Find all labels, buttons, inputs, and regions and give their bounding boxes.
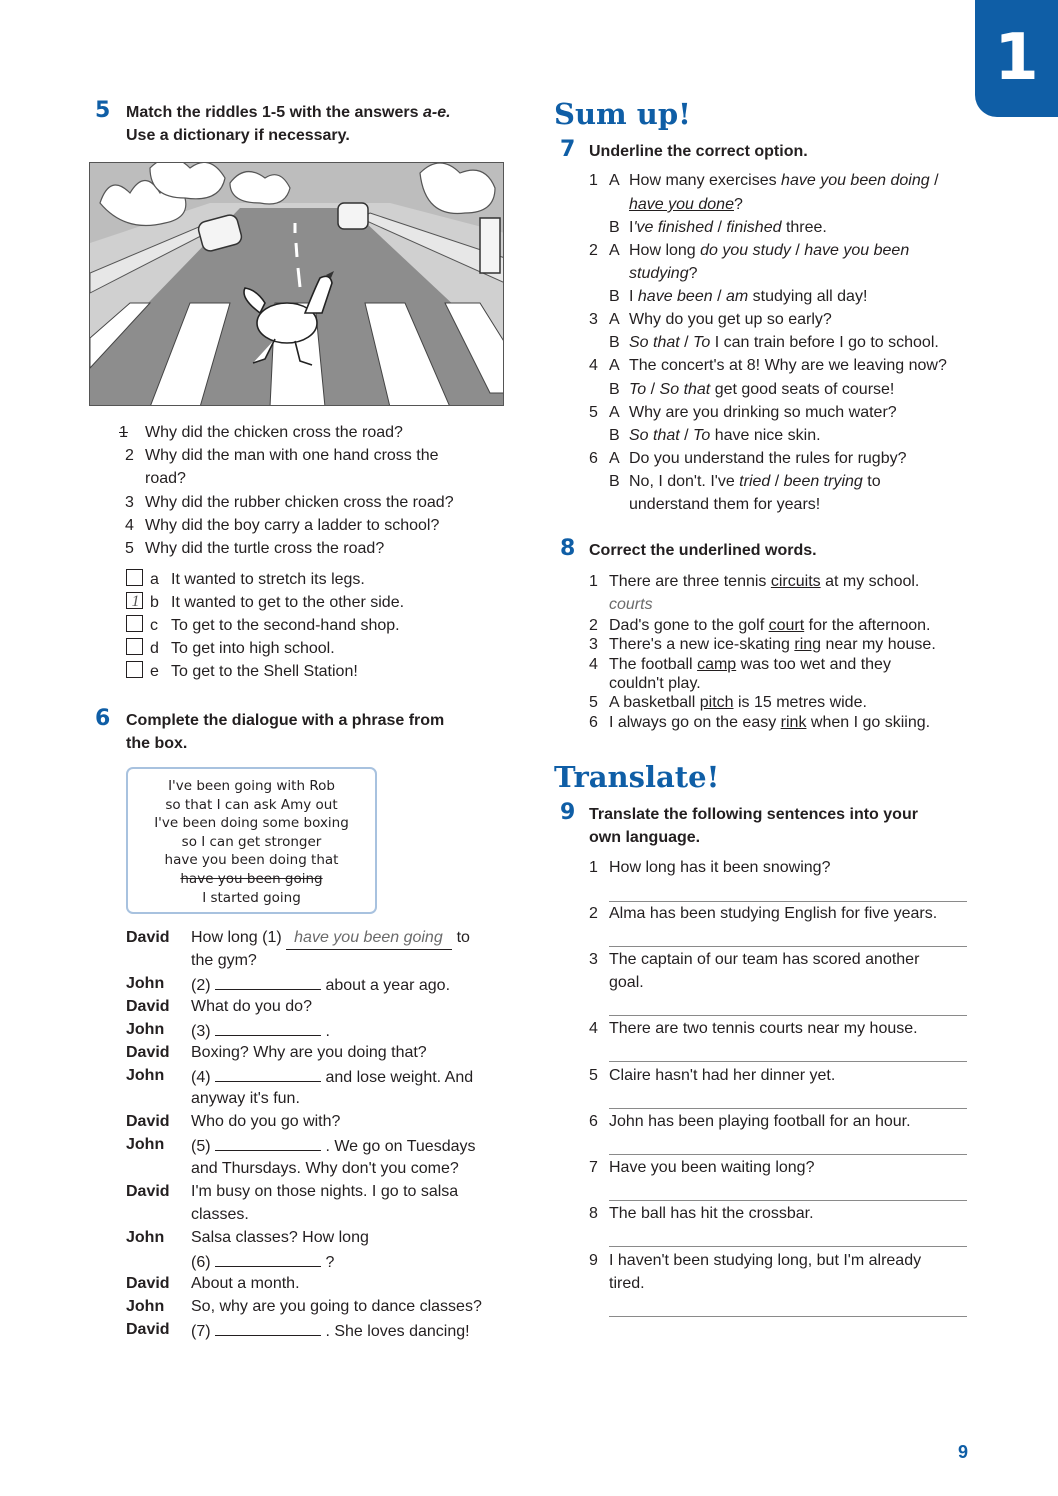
answer-checkbox[interactable] — [126, 615, 143, 632]
sentence-text: Do you understand the rules for rugby? — [629, 450, 907, 467]
exercise-5-title-italic: a-e. — [422, 104, 451, 121]
option-text: tried — [739, 473, 771, 490]
dialogue-text: How long (1) — [191, 929, 282, 946]
speaker-name: David — [126, 1044, 170, 1061]
exercise-7-sentence — [629, 447, 907, 470]
sentence-text: How long — [629, 242, 701, 259]
speaker-letter: B — [609, 219, 620, 236]
sentence-text: I — [629, 219, 634, 236]
option-text: To — [693, 427, 711, 444]
answer-letter: e — [150, 663, 159, 680]
item-number: 4 — [589, 656, 598, 673]
exercise-7-sentence — [629, 354, 947, 377]
option-text: So that — [629, 334, 680, 351]
speaker-name: John — [126, 1298, 165, 1315]
sentence-text: near my house. — [821, 636, 936, 653]
translation-sentence: How long has it been snowing? — [609, 859, 831, 876]
sentence-text: Why are you drinking so much water? — [629, 404, 897, 421]
exercise-7-title: Underline the correct option. — [589, 143, 808, 160]
exercise-7-number: 7 — [560, 137, 576, 162]
translation-sentence: The captain of our team has scored another — [609, 951, 920, 968]
answer-text: To get to the Shell Station! — [171, 663, 358, 680]
item-number: 3 — [589, 311, 598, 328]
answer-write-line[interactable] — [609, 1015, 967, 1016]
dialogue-text: (5) — [191, 1138, 211, 1155]
item-number: 5 — [589, 1067, 598, 1084]
sentence-text: / — [929, 172, 939, 189]
answer-checkbox[interactable] — [126, 638, 143, 655]
answer-write-line[interactable] — [609, 1061, 967, 1062]
answer-write-line[interactable] — [609, 1200, 967, 1201]
exercise-7-sentence — [629, 331, 939, 354]
sentence-text: to — [862, 473, 881, 490]
option-text: am — [725, 288, 749, 305]
dialogue-text: I'm busy on those nights. I go to salsa — [191, 1183, 459, 1200]
exercise-8-sentence — [609, 616, 931, 635]
sentence-text: is 15 metres wide. — [733, 694, 867, 711]
dialogue-text: (2) — [191, 977, 211, 994]
item-number: 3 — [589, 636, 598, 653]
option-text: have you done — [629, 196, 734, 213]
item-number: 2 — [589, 617, 598, 634]
exercise-8-sentence — [609, 635, 936, 654]
phrase: I started going — [202, 889, 301, 906]
sentence-text: studying all day! — [748, 288, 868, 305]
exercise-5-number: 5 — [95, 98, 111, 123]
option-text: To — [629, 381, 647, 398]
riddle-text: Why did the turtle cross the road? — [145, 540, 385, 557]
sentence-text: three. — [781, 219, 827, 236]
item-number: 6 — [589, 1113, 598, 1130]
dialogue-text: ? — [325, 1254, 335, 1271]
exercise-9-title-line1: Translate the following sentences into your — [589, 806, 918, 823]
speaker-letter: B — [609, 381, 620, 398]
translation-sentence: Alma has been studying English for five years. — [609, 905, 938, 922]
exercise-8-sentence — [609, 674, 701, 693]
exercise-5-title-line2: Use a dictionary if necessary. — [126, 127, 350, 144]
speaker-name: David — [126, 929, 170, 946]
sentence-text: / — [679, 334, 694, 351]
translation-sentence: The ball has hit the crossbar. — [609, 1205, 814, 1222]
exercise-8-sentence — [609, 572, 919, 591]
speaker-letter: B — [609, 334, 620, 351]
answer-write-line[interactable] — [609, 946, 967, 947]
sentence-text: ring — [794, 636, 822, 653]
exercise-6-number: 6 — [95, 706, 111, 731]
dialogue-text: What do you do? — [191, 998, 312, 1015]
option-text: So that — [629, 427, 680, 444]
chicken-crossing-road-illustration — [89, 162, 504, 406]
sentence-text: The football — [609, 656, 698, 673]
translation-sentence-cont: tired. — [609, 1275, 645, 1292]
sentence-text: The concert's at 8! Why are we leaving now? — [629, 357, 947, 374]
riddle-text: Why did the boy carry a ladder to school? — [145, 517, 440, 534]
translation-sentence: John has been playing football for an hour. — [609, 1113, 911, 1130]
exercise-8-sentence — [609, 655, 891, 674]
exercise-7-sentence — [629, 470, 881, 493]
speaker-name: John — [126, 975, 165, 992]
dialogue-text: anyway it's fun. — [191, 1090, 300, 1107]
answer-text: It wanted to stretch its legs. — [171, 571, 365, 588]
example-answer: courts — [609, 596, 653, 613]
sentence-text: circuits — [770, 573, 821, 590]
item-number: 5 — [589, 404, 598, 421]
sentence-text: No, I don't. I've — [629, 473, 740, 490]
exercise-8-title: Correct the underlined words. — [589, 542, 817, 559]
dialogue-text: Salsa classes? How long — [191, 1229, 369, 1246]
dialogue-text: (4) — [191, 1069, 211, 1086]
speaker-name: John — [126, 1021, 165, 1038]
answer-checkbox[interactable] — [126, 661, 143, 678]
answer-write-line[interactable] — [609, 1108, 967, 1109]
page-number: 9 — [957, 1442, 968, 1462]
exercise-9-title-line2: own language. — [589, 829, 701, 846]
sentence-text: couldn't play. — [609, 675, 701, 692]
item-number: 2 — [589, 242, 598, 259]
exercise-8-sentence — [609, 713, 930, 732]
answer-write-line[interactable] — [609, 1246, 967, 1247]
sentence-text: have nice skin. — [710, 427, 821, 444]
speaker-name: John — [126, 1136, 165, 1153]
dialogue-text: to — [456, 929, 470, 946]
sentence-text: ? — [733, 196, 743, 213]
translation-sentence: There are two tennis courts near my house. — [609, 1020, 918, 1037]
speaker-letter: A — [609, 311, 620, 328]
speaker-name: John — [126, 1229, 165, 1246]
sentence-text: / — [790, 242, 805, 259]
riddle-number: 4 — [125, 517, 134, 534]
option-text: studying — [629, 265, 689, 282]
exercise-7-sentence — [629, 378, 894, 401]
answer-blank[interactable] — [215, 1318, 321, 1336]
dialogue-text: . She loves dancing! — [325, 1323, 470, 1340]
sentence-text: understand them for years! — [629, 496, 821, 513]
item-number: 8 — [589, 1205, 598, 1222]
answer-blank[interactable] — [215, 972, 321, 990]
dialogue-text: About a month. — [191, 1275, 300, 1292]
sentence-text: ? — [688, 265, 698, 282]
exercise-5-title — [126, 101, 451, 147]
speaker-letter: A — [609, 172, 620, 189]
sentence-text: camp — [697, 656, 737, 673]
exercise-7-sentence — [629, 401, 897, 424]
answer-letter: a — [150, 571, 159, 588]
exercise-6-title — [126, 709, 444, 755]
riddle-number: 1 — [119, 424, 128, 441]
sentence-text: was too wet and they — [736, 656, 891, 673]
option-text: So that — [659, 381, 711, 398]
phrase: so I can get stronger — [181, 833, 322, 850]
section-heading-translate: Translate! — [554, 760, 720, 794]
answer-checkbox[interactable]: 1 — [126, 592, 143, 609]
translation-sentence: Have you been waiting long? — [609, 1159, 815, 1176]
speaker-letter: B — [609, 427, 620, 444]
dialogue-text: classes. — [191, 1206, 249, 1223]
option-text: been trying — [783, 473, 863, 490]
speaker-name: David — [126, 1183, 170, 1200]
phrase: have you been doing that — [164, 852, 339, 869]
dialogue-text: Who do you go with? — [191, 1113, 341, 1130]
exercise-6-title-line1: Complete the dialogue with a phrase from — [126, 712, 445, 729]
phrase: so that I can ask Amy out — [165, 796, 338, 813]
dialogue-text: and Thursdays. Why don't you come? — [191, 1160, 459, 1177]
item-number: 5 — [589, 694, 598, 711]
dialogue-text: about a year ago. — [325, 977, 451, 994]
speaker-name: David — [126, 1113, 170, 1130]
answer-letter: d — [150, 640, 159, 657]
unit-tab: 1 — [975, 0, 1058, 117]
exercise-7-sentence — [629, 169, 939, 192]
exercise-7-sentence — [629, 262, 698, 285]
exercise-9-title — [589, 803, 918, 849]
translation-sentence: I haven't been studying long, but I'm already — [609, 1252, 922, 1269]
sentence-text: Why do you get up so early? — [629, 311, 832, 328]
item-number: 2 — [589, 905, 598, 922]
option-text: have been — [637, 288, 713, 305]
item-number: 6 — [589, 714, 598, 731]
option-text: To — [693, 334, 711, 351]
exercise-5-title-line1: Match the riddles 1-5 with the answers — [126, 104, 423, 121]
answer-text: It wanted to get to the other side. — [171, 594, 405, 611]
item-number: 1 — [589, 172, 598, 189]
sentence-text: There are three tennis — [609, 573, 771, 590]
speaker-letter: A — [609, 357, 620, 374]
sentence-text: I can train before I go to school. — [710, 334, 939, 351]
option-text: have you been — [804, 242, 910, 259]
exercise-8-number: 8 — [560, 536, 576, 561]
sentence-text: rink — [780, 714, 807, 731]
speaker-name: David — [126, 1321, 170, 1338]
item-number: 3 — [589, 951, 598, 968]
sentence-text: for the afternoon. — [804, 617, 931, 634]
exercise-9-number: 9 — [560, 800, 576, 825]
item-number: 4 — [589, 357, 598, 374]
exercise-7-sentence — [629, 193, 743, 216]
speaker-name: David — [126, 1275, 170, 1292]
riddle-number: 3 — [125, 494, 134, 511]
riddle-text: Why did the man with one hand cross the — [145, 447, 439, 464]
phrase: I've been doing some boxing — [154, 815, 349, 832]
riddle-text: road? — [145, 470, 186, 487]
exercise-7-sentence — [629, 493, 820, 516]
phrase-box — [126, 767, 377, 914]
speaker-name: David — [126, 998, 170, 1015]
sentence-text: pitch — [699, 694, 734, 711]
answer-text: To get to the second-hand shop. — [171, 617, 400, 634]
answer-letter: b — [150, 594, 159, 611]
phrase-used: have you been going — [180, 870, 323, 887]
sentence-text: I — [629, 288, 638, 305]
answer-text: To get into high school. — [171, 640, 335, 657]
option-text: have you been doing — [781, 172, 930, 189]
exercise-7-sentence — [629, 216, 827, 239]
exercise-7-sentence — [629, 424, 821, 447]
section-heading-sum-up: Sum up! — [554, 97, 691, 131]
dialogue-text: So, why are you going to dance classes? — [191, 1298, 482, 1315]
speaker-name: John — [126, 1067, 165, 1084]
speaker-letter: A — [609, 404, 620, 421]
dialogue-text: the gym? — [191, 952, 257, 969]
answer-blank[interactable] — [215, 1249, 321, 1267]
sentence-text: when I go skiing. — [806, 714, 931, 731]
item-number: 1 — [589, 573, 598, 590]
answer-write-line[interactable] — [609, 1316, 967, 1317]
exercise-7-sentence — [629, 239, 909, 262]
sentence-text: / — [713, 219, 727, 236]
sentence-text: A basketball — [609, 694, 700, 711]
speaker-letter: A — [609, 450, 620, 467]
speaker-letter: B — [609, 288, 620, 305]
sentence-text: at my school. — [820, 573, 920, 590]
dialogue-text: (7) — [191, 1323, 211, 1340]
exercise-7-sentence — [629, 285, 867, 308]
item-number: 4 — [589, 1020, 598, 1037]
example-answer: have you been going — [286, 926, 452, 950]
dialogue-text: (3) — [191, 1023, 211, 1040]
option-text: do you study — [700, 242, 791, 259]
item-number: 1 — [589, 859, 598, 876]
translation-sentence: Claire hasn't had her dinner yet. — [609, 1067, 836, 1084]
exercise-8-sentence — [609, 595, 653, 614]
answer-blank[interactable] — [215, 1133, 321, 1151]
option-text: 've finished — [633, 219, 713, 236]
sentence-text: I always go on the easy — [609, 714, 781, 731]
sentence-text: court — [768, 617, 805, 634]
dialogue-text: Boxing? Why are you doing that? — [191, 1044, 427, 1061]
sentence-text: Dad's gone to the golf — [609, 617, 769, 634]
sentence-text: There's a new ice-skating — [609, 636, 795, 653]
item-number: 6 — [589, 450, 598, 467]
answer-blank[interactable] — [215, 1064, 321, 1082]
translation-sentence-cont: goal. — [609, 974, 644, 991]
item-number: 9 — [589, 1252, 598, 1269]
riddle-number: 2 — [125, 447, 134, 464]
answer-checkbox[interactable] — [126, 569, 143, 586]
sentence-text: How many exercises — [629, 172, 782, 189]
exercise-6-title-line2: the box. — [126, 735, 188, 752]
sentence-text: / — [770, 473, 784, 490]
dialogue-text: . — [325, 1023, 330, 1040]
answer-letter: c — [150, 617, 158, 634]
riddle-text: Why did the rubber chicken cross the road? — [145, 494, 454, 511]
speaker-letter: A — [609, 242, 620, 259]
phrase: I've been going with Rob — [168, 778, 335, 794]
dialogue-text: and lose weight. And — [325, 1069, 474, 1086]
option-text: finished — [726, 219, 782, 236]
sentence-text: get good seats of course! — [710, 381, 895, 398]
speaker-letter: B — [609, 473, 620, 490]
sentence-text: / — [646, 381, 660, 398]
riddle-number: 5 — [125, 540, 134, 557]
exercise-7-sentence — [629, 308, 832, 331]
answer-write-line[interactable] — [609, 1154, 967, 1155]
item-number: 7 — [589, 1159, 598, 1176]
dialogue-text: . We go on Tuesdays — [325, 1138, 476, 1155]
riddle-text: Why did the chicken cross the road? — [145, 424, 403, 441]
exercise-8-sentence — [609, 693, 867, 712]
answer-blank[interactable] — [215, 1018, 321, 1036]
sentence-text: / — [712, 288, 726, 305]
dialogue-text: (6) — [191, 1254, 211, 1271]
sentence-text: / — [679, 427, 694, 444]
